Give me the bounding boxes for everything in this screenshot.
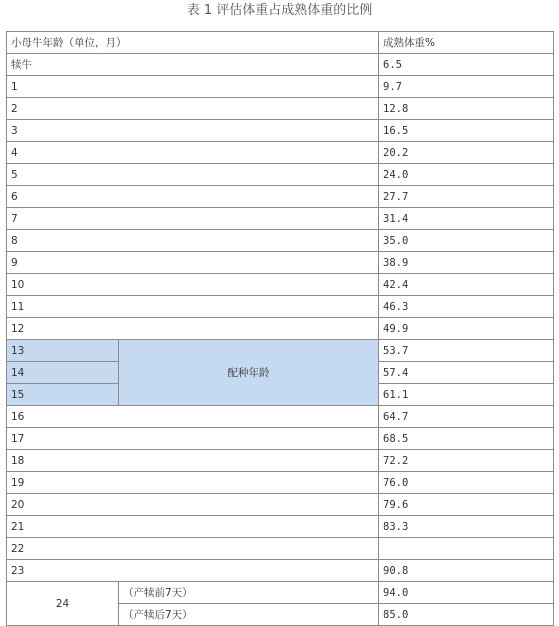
age-cell: 14 bbox=[7, 362, 119, 384]
percent-cell: 9.7 bbox=[379, 76, 554, 98]
percent-cell: 61.1 bbox=[379, 384, 554, 406]
age-cell: 8 bbox=[7, 230, 379, 252]
age-cell: 11 bbox=[7, 296, 379, 318]
percent-cell: 49.9 bbox=[379, 318, 554, 340]
percent-cell: 90.8 bbox=[379, 560, 554, 582]
table-row bbox=[7, 76, 554, 98]
percent-cell: 83.3 bbox=[379, 516, 554, 538]
table-row bbox=[7, 120, 554, 142]
table-row bbox=[7, 208, 554, 230]
percent-cell: 85.0 bbox=[379, 604, 554, 626]
age-cell: 1 bbox=[7, 76, 379, 98]
age-cell: 20 bbox=[7, 494, 379, 516]
calving-note-cell: （产犊前7天） bbox=[119, 582, 379, 604]
percent-cell: 20.2 bbox=[379, 142, 554, 164]
age-cell: 18 bbox=[7, 450, 379, 472]
percent-cell: 53.7 bbox=[379, 340, 554, 362]
table-row bbox=[7, 406, 554, 428]
percent-cell: 57.4 bbox=[379, 362, 554, 384]
age-cell: 4 bbox=[7, 142, 379, 164]
table-row bbox=[7, 538, 554, 560]
table-row bbox=[7, 142, 554, 164]
age-cell: 5 bbox=[7, 164, 379, 186]
age-cell: 3 bbox=[7, 120, 379, 142]
age-cell: 16 bbox=[7, 406, 379, 428]
age-cell: 17 bbox=[7, 428, 379, 450]
age-cell: 犊牛 bbox=[7, 54, 379, 76]
weight-ratio-table bbox=[6, 31, 554, 626]
table-row bbox=[7, 98, 554, 120]
age-cell: 22 bbox=[7, 538, 379, 560]
table-row bbox=[7, 582, 554, 604]
age-cell: 13 bbox=[7, 340, 119, 362]
percent-cell bbox=[379, 538, 554, 560]
percent-cell: 38.9 bbox=[379, 252, 554, 274]
age-column-header: 小母牛年龄（单位，月） bbox=[7, 32, 379, 54]
age-cell: 12 bbox=[7, 318, 379, 340]
weight-column-header: 成熟体重% bbox=[379, 32, 554, 54]
percent-cell: 24.0 bbox=[379, 164, 554, 186]
percent-cell: 35.0 bbox=[379, 230, 554, 252]
percent-cell: 79.6 bbox=[379, 494, 554, 516]
table-row bbox=[7, 274, 554, 296]
table-row bbox=[7, 472, 554, 494]
table-row bbox=[7, 164, 554, 186]
table-row bbox=[7, 252, 554, 274]
table-title: 表 1 评估体重占成熟体重的比例 bbox=[186, 3, 373, 18]
table-row bbox=[7, 450, 554, 472]
percent-cell: 46.3 bbox=[379, 296, 554, 318]
percent-cell: 6.5 bbox=[379, 54, 554, 76]
age-cell: 15 bbox=[7, 384, 119, 406]
table-row bbox=[7, 516, 554, 538]
table-row bbox=[7, 428, 554, 450]
percent-cell: 76.0 bbox=[379, 472, 554, 494]
table-row bbox=[7, 560, 554, 582]
table-row bbox=[7, 318, 554, 340]
percent-cell: 64.7 bbox=[379, 406, 554, 428]
table-row bbox=[7, 494, 554, 516]
percent-cell: 72.2 bbox=[379, 450, 554, 472]
calving-note-cell: （产犊后7天） bbox=[119, 604, 379, 626]
header-row bbox=[7, 32, 554, 54]
percent-cell: 27.7 bbox=[379, 186, 554, 208]
calving-age-cell: 24 bbox=[7, 582, 119, 626]
percent-cell: 42.4 bbox=[379, 274, 554, 296]
age-cell: 9 bbox=[7, 252, 379, 274]
percent-cell: 68.5 bbox=[379, 428, 554, 450]
age-cell: 2 bbox=[7, 98, 379, 120]
age-cell: 6 bbox=[7, 186, 379, 208]
age-cell: 21 bbox=[7, 516, 379, 538]
percent-cell: 16.5 bbox=[379, 120, 554, 142]
age-cell: 10 bbox=[7, 274, 379, 296]
table-row bbox=[7, 186, 554, 208]
breeding-age-label: 配种年龄 bbox=[119, 340, 379, 406]
percent-cell: 94.0 bbox=[379, 582, 554, 604]
table-row bbox=[7, 230, 554, 252]
age-cell: 23 bbox=[7, 560, 379, 582]
table-row bbox=[7, 296, 554, 318]
percent-cell: 12.8 bbox=[379, 98, 554, 120]
age-cell: 7 bbox=[7, 208, 379, 230]
table-row bbox=[7, 54, 554, 76]
table-row bbox=[7, 340, 554, 362]
age-cell: 19 bbox=[7, 472, 379, 494]
percent-cell: 31.4 bbox=[379, 208, 554, 230]
